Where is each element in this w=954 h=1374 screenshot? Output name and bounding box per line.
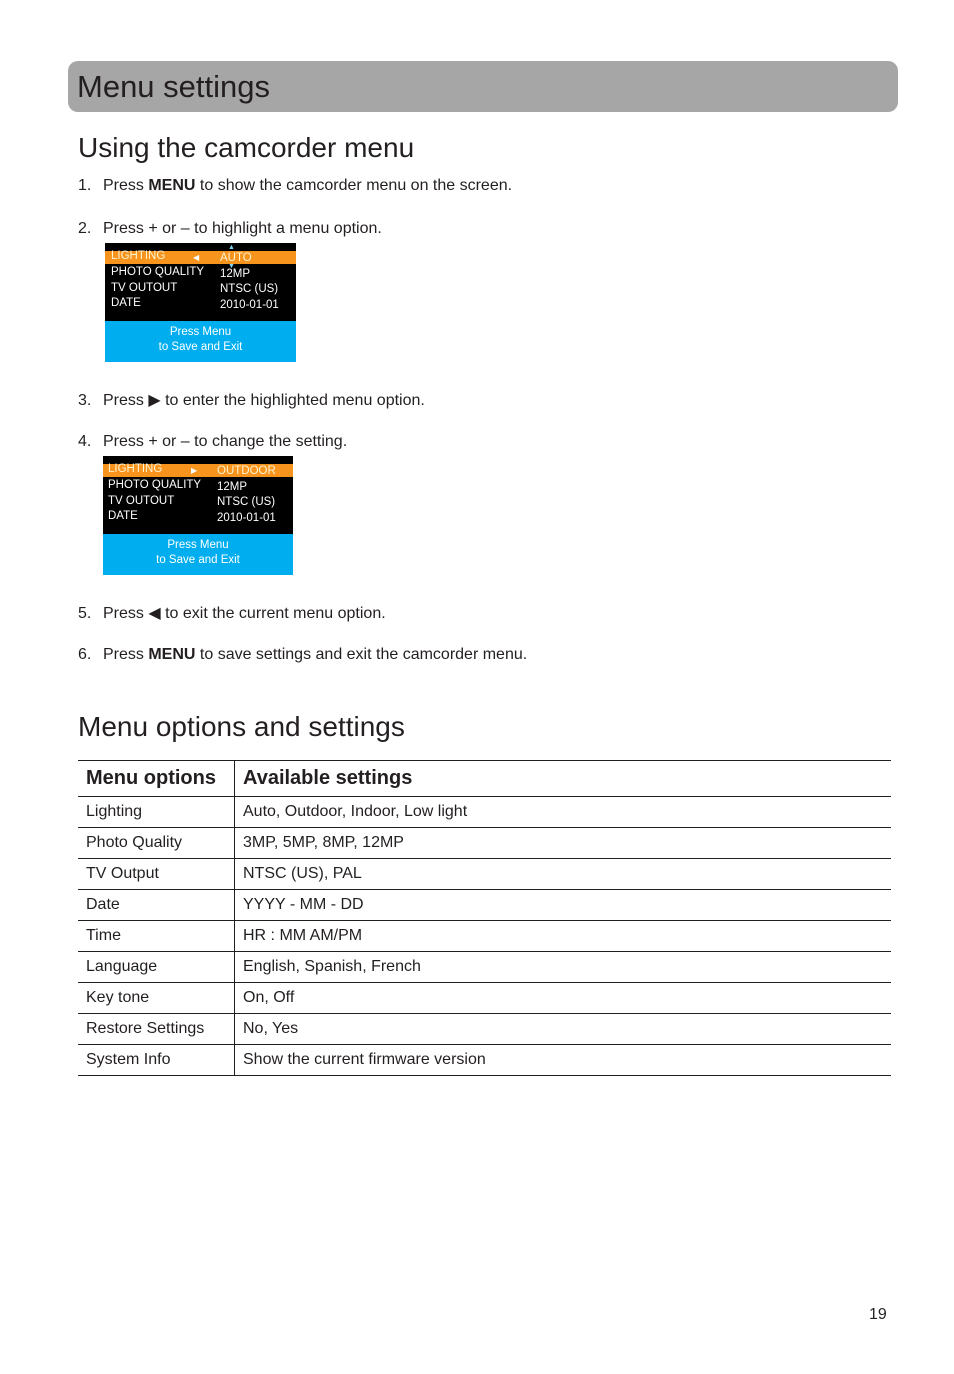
menu-label-photo-quality: PHOTO QUALITY [108,479,202,491]
option-name: Lighting [78,797,235,828]
up-arrow-icon: ▲ [228,244,235,251]
menu-label-tv-output: TV OUTOUT [108,495,175,507]
step-text: Press [103,646,149,663]
step-bold: MENU [148,646,196,663]
table-header-row [78,761,891,797]
option-settings: On, Off [235,983,892,1014]
menu-label-lighting: LIGHTING [108,463,163,475]
section-banner [68,61,898,112]
menu-label-photo-quality: PHOTO QUALITY [111,266,205,278]
heading-using-menu: Using the camcorder menu [78,132,415,163]
page-number: 19 [869,1306,887,1323]
step-number: 4. [78,433,92,450]
down-arrow-icon: ▼ [228,263,235,270]
step-text: Press ▶ to enter the highlighted menu option. [103,392,425,409]
option-name: Date [78,890,235,921]
option-settings: NTSC (US), PAL [235,859,892,890]
option-settings: Show the current firmware version [235,1045,892,1076]
menu-options-table [78,760,891,1076]
footer-line: Press Menu [167,539,229,551]
step-6 [78,646,527,664]
heading-menu-options: Menu options and settings [78,711,405,742]
option-name: System Info [78,1045,235,1076]
step-text: Press + or – to change the setting. [103,433,348,450]
menu-label-tv-output: TV OUTOUT [111,282,178,294]
step-text: to show the camcorder menu on the screen. [195,177,513,194]
table-row [78,890,891,921]
table-row [78,1045,891,1076]
menu-value-lighting: OUTDOOR [217,465,276,477]
menu-rows [105,243,296,321]
option-name: Key tone [78,983,235,1014]
option-settings: 3MP, 5MP, 8MP, 12MP [235,828,892,859]
menu-value-photo-quality: 12MP [220,268,251,280]
footer-line: to Save and Exit [158,341,243,353]
step-2 [78,220,382,238]
step-1 [78,177,512,195]
step-3 [78,390,425,410]
camcorder-screen-highlight [105,243,296,362]
menu-value-date: 2010-01-01 [217,512,276,524]
step-5 [78,603,386,623]
step-number: 6. [78,646,92,663]
menu-value-photo-quality: 12MP [217,481,248,493]
column-header-menu-options: Menu options [78,761,235,797]
option-name: Time [78,921,235,952]
option-settings: No, Yes [235,1014,892,1045]
page-title: Menu settings [77,69,270,104]
save-exit-footer [103,534,293,575]
table-row [78,952,891,983]
table-row [78,921,891,952]
table-row [78,983,891,1014]
table-row [78,859,891,890]
save-exit-footer [105,321,296,362]
option-settings: Auto, Outdoor, Indoor, Low light [235,797,892,828]
menu-label-date: DATE [111,297,141,309]
option-settings: English, Spanish, French [235,952,892,983]
option-settings: HR : MM AM/PM [235,921,892,952]
menu-label-lighting: LIGHTING [111,250,166,262]
step-text: to save settings and exit the camcorder menu. [195,646,528,663]
menu-value-tv-output: NTSC (US) [217,496,276,508]
step-text: Press [103,177,149,194]
step-4 [78,433,347,451]
table-row [78,828,891,859]
camcorder-screen-change [103,456,293,575]
footer-line: to Save and Exit [156,554,240,566]
column-header-available-settings: Available settings [235,761,892,797]
menu-value-lighting: AUTO [220,252,252,264]
option-name: Restore Settings [78,1014,235,1045]
step-text: Press + or – to highlight a menu option. [103,220,382,237]
option-name: Language [78,952,235,983]
footer-line: Press Menu [169,326,232,338]
menu-label-date: DATE [108,510,138,522]
option-settings: YYYY - MM - DD [235,890,892,921]
step-number: 5. [78,605,92,622]
step-text: Press ◀ to exit the current menu option. [103,605,386,622]
table-row [78,797,891,828]
menu-value-date: 2010-01-01 [220,299,279,311]
option-name: Photo Quality [78,828,235,859]
step-bold: MENU [148,177,196,194]
left-arrow-icon: ◀ [193,253,200,262]
option-name: TV Output [78,859,235,890]
menu-value-tv-output: NTSC (US) [220,283,279,295]
table-row [78,1014,891,1045]
step-number: 1. [78,177,92,194]
step-number: 3. [78,392,92,409]
menu-rows [103,456,293,534]
step-number: 2. [78,220,92,237]
right-arrow-icon: ▶ [191,466,198,475]
